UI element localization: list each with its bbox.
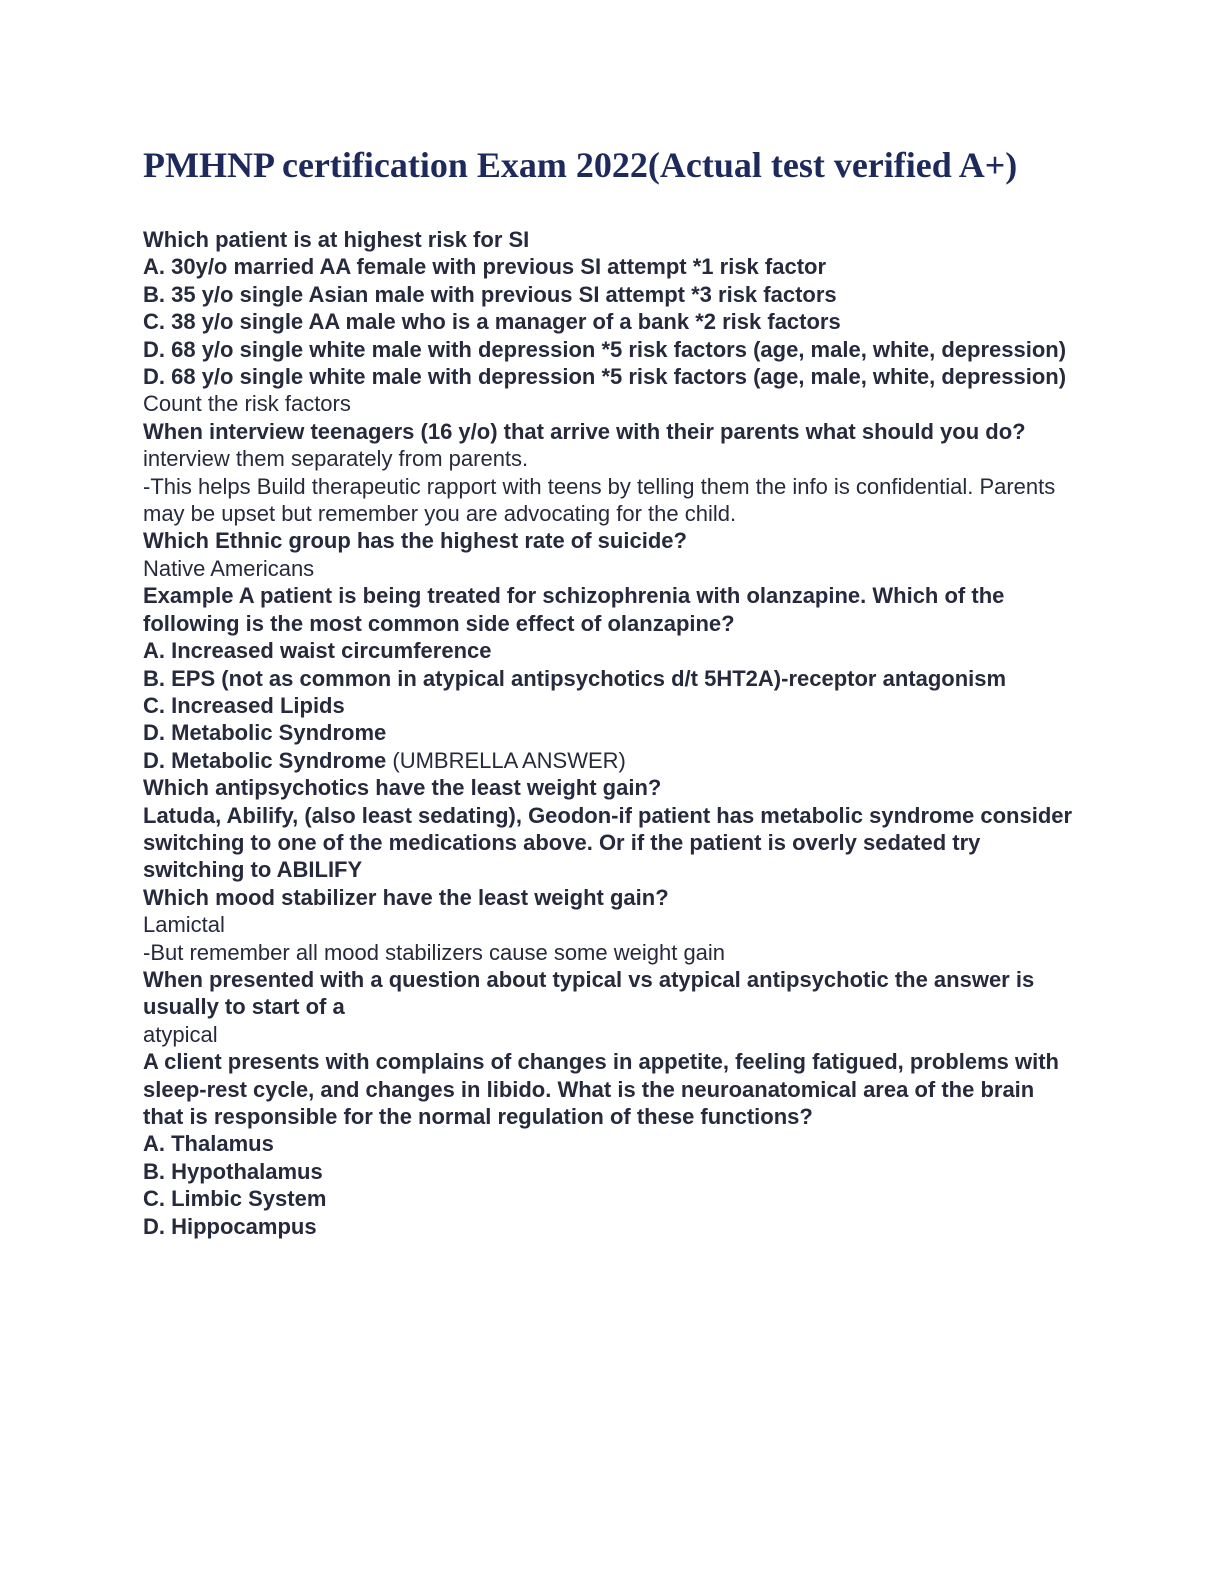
line-text: D. Metabolic Syndrome xyxy=(143,720,387,746)
line-text: When interview teenagers (16 y/o) that arrive with their parents what should you do? xyxy=(143,418,1026,444)
question-line xyxy=(143,582,1073,637)
line-text: Latuda, Abilify, (also least sedating), Geodon-if patient has metabolic syndrome consider switching to one of the medications above. Or if the patient is overly sedated try switching to ABILIFY xyxy=(143,802,1073,883)
line-text: When presented with a question about typical vs atypical antipsychotic the answer is usually to start of a xyxy=(143,966,1035,1020)
question-line xyxy=(143,747,1073,774)
question-line xyxy=(143,1185,1073,1212)
line-text: D. Hippocampus xyxy=(143,1213,317,1239)
line-text: Lamictal xyxy=(143,912,225,938)
answer-line xyxy=(143,445,1073,472)
line-text: A. 30y/o married AA female with previous SI attempt *1 risk factor xyxy=(143,254,827,280)
line-text: C. Limbic System xyxy=(143,1186,327,1212)
line-text: D. 68 y/o single white male with depression *5 risk factors (age, male, white, depression) xyxy=(143,336,1067,362)
question-line xyxy=(143,527,1073,554)
question-line xyxy=(143,802,1073,884)
question-line xyxy=(143,637,1073,664)
question-line xyxy=(143,281,1073,308)
answer-line xyxy=(143,390,1073,417)
line-text: B. Hypothalamus xyxy=(143,1158,323,1184)
question-line xyxy=(143,692,1073,719)
line-text: C. 38 y/o single AA male who is a manager of a bank *2 risk factors xyxy=(143,309,841,335)
question-line xyxy=(143,226,1073,253)
line-text: Which patient is at highest risk for SI xyxy=(143,227,530,252)
answer-line xyxy=(143,911,1073,938)
document-body xyxy=(143,226,1073,1240)
document-page xyxy=(143,138,1073,1240)
question-line xyxy=(143,1048,1073,1130)
question-line xyxy=(143,418,1073,445)
line-text: Example A patient is being treated for schizophrenia with olanzapine. Which of the following is the most common side effect of olanzapine? xyxy=(143,583,1005,636)
line-text: D. 68 y/o single white male with depression *5 risk factors (age, male, white, depression) xyxy=(143,364,1067,390)
answer-line xyxy=(143,939,1073,966)
line-text: Which mood stabilizer have the least weight gain? xyxy=(143,884,669,910)
question-line xyxy=(143,1130,1073,1157)
question-line xyxy=(143,966,1073,1021)
answer-line xyxy=(143,555,1073,582)
line-text: interview them separately from parents. xyxy=(143,446,529,472)
line-text: Which Ethnic group has the highest rate of suicide? xyxy=(143,528,687,554)
line-text: A client presents with complains of changes in appetite, feeling fatigued, problems with sleep-rest cycle, and changes in libido. What is the neuroanatomical area of the brain that is responsible for the normal regulation of these functions? xyxy=(143,1049,1059,1129)
line-text: Native Americans xyxy=(143,555,315,581)
question-line xyxy=(143,1213,1073,1240)
answer-line xyxy=(143,1021,1073,1048)
line-text: B. 35 y/o single Asian male with previous SI attempt *3 risk factors xyxy=(143,281,837,307)
question-line xyxy=(143,665,1073,692)
line-text: -This helps Build therapeutic rapport with teens by telling them the info is confidential. Parents may be upset but remember you are advocating for the child. xyxy=(143,473,1056,527)
line-text: Count the risk factors xyxy=(143,391,351,417)
question-line xyxy=(143,774,1073,801)
line-text: D. Metabolic Syndrome xyxy=(143,747,387,773)
question-line xyxy=(143,336,1073,363)
line-text: Which antipsychotics have the least weight gain? xyxy=(143,775,662,801)
question-line xyxy=(143,363,1073,390)
question-line xyxy=(143,253,1073,280)
question-line xyxy=(143,884,1073,911)
line-text: A. Increased waist circumference xyxy=(143,638,492,664)
answer-line xyxy=(143,473,1073,528)
line-text: B. EPS (not as common in atypical antipsychotics d/t 5HT2A)-receptor antagonism xyxy=(143,665,1007,691)
question-line xyxy=(143,308,1073,335)
line-text: A. Thalamus xyxy=(143,1131,274,1157)
line-suffix: (UMBRELLA ANSWER) xyxy=(386,747,626,773)
line-text: C. Increased Lipids xyxy=(143,692,345,718)
question-line xyxy=(143,719,1073,746)
line-text: atypical xyxy=(143,1021,218,1047)
document-title: PMHNP certification Exam 2022(Actual test verified A+) xyxy=(143,145,1018,185)
line-text: -But remember all mood stabilizers cause some weight gain xyxy=(143,939,726,965)
question-line xyxy=(143,1158,1073,1185)
